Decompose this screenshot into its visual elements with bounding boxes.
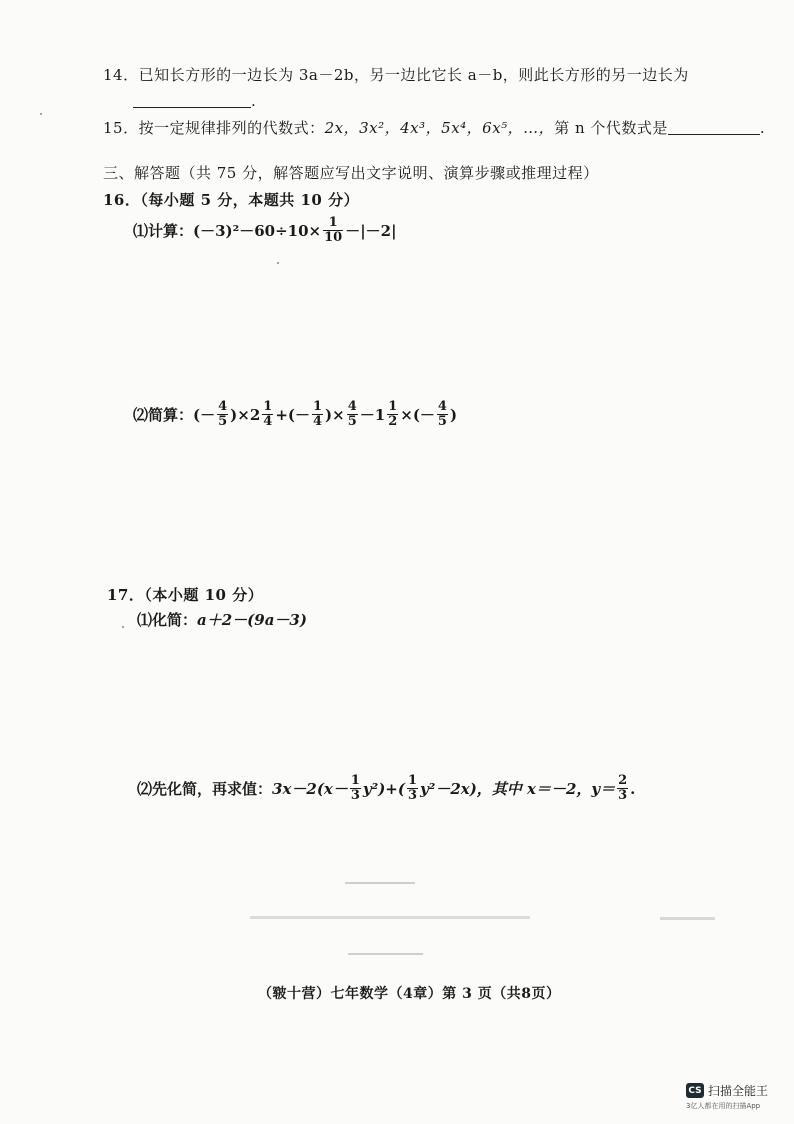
- scan-speck: [122, 626, 124, 628]
- numerator: 1: [313, 399, 323, 414]
- part-label: ⑵先化简，再求值：: [137, 780, 273, 798]
- numerator: 1: [350, 773, 360, 788]
- expression: )×: [325, 405, 345, 424]
- numerator: 4: [218, 399, 228, 414]
- question-text: 已知长方形的一边长为 3a－2b，另一边比它长 a－b，则此长方形的另一边长为: [138, 66, 689, 84]
- expression: ): [449, 405, 458, 424]
- part-label: ⑵简算：: [133, 406, 194, 424]
- fraction: [387, 400, 398, 429]
- expression: －|－2|: [345, 222, 397, 240]
- q16-part1: [133, 216, 397, 245]
- denominator: 4: [263, 414, 273, 429]
- numerator: 1: [388, 399, 398, 414]
- q17-part2: [137, 774, 635, 803]
- sequence-expression: 2x，3x²，4x³，5x⁴，6x⁵，…，: [324, 119, 555, 137]
- denominator: 3: [618, 788, 628, 803]
- expression: y²－2x)，其中 x＝－2，y＝: [420, 780, 616, 798]
- question-15: [103, 117, 765, 138]
- scanner-tagline: 3亿人都在用的扫描App: [686, 1102, 761, 1110]
- numerator: 1: [263, 399, 273, 414]
- fraction: [617, 774, 628, 803]
- q17-part1: [137, 609, 307, 630]
- q16-part2: [133, 400, 457, 429]
- sentence-end: .: [251, 92, 257, 110]
- denominator: 3: [407, 788, 418, 803]
- expression: +(－: [275, 406, 310, 424]
- fraction: [312, 400, 323, 429]
- part-label: ⑴计算：: [133, 222, 194, 240]
- part-label: ⑴化简：: [137, 611, 198, 629]
- denominator: 10: [324, 230, 343, 245]
- section-heading: 三、解答题（共 75 分，解答题应写出文字说明、演算步骤或推理过程）: [103, 164, 599, 182]
- answer-blank: [668, 134, 760, 135]
- expression: －1: [359, 406, 386, 424]
- numerator: 4: [347, 399, 357, 414]
- scanner-app-name: 扫描全能王: [708, 1084, 769, 1098]
- scan-artifact: [348, 953, 423, 955]
- denominator: 5: [218, 414, 228, 429]
- denominator: 5: [437, 414, 447, 429]
- fraction: [323, 216, 343, 245]
- fraction: [350, 774, 361, 803]
- expression: a＋2－(9a－3): [197, 611, 307, 629]
- answer-line-14: [133, 92, 256, 110]
- fraction: [262, 400, 273, 429]
- numerator: 4: [437, 399, 447, 414]
- question-suffix: 第 n 个代数式是: [554, 119, 668, 137]
- scan-speck: [277, 262, 279, 264]
- numerator: 1: [328, 215, 338, 230]
- denominator: 4: [313, 414, 323, 429]
- answer-blank: [133, 107, 251, 108]
- question-number: 14．: [103, 66, 139, 84]
- expression: ×(－: [400, 406, 435, 424]
- numerator: 2: [618, 773, 628, 788]
- fraction: [437, 400, 448, 429]
- expression: (－: [193, 406, 216, 424]
- fraction: [347, 400, 358, 429]
- denominator: 5: [347, 414, 357, 429]
- scan-artifact: [345, 882, 415, 884]
- question-16-header: 16．（每小题 5 分，本题共 10 分）: [103, 191, 360, 209]
- question-14: [103, 64, 689, 85]
- expression: (－3)²－60÷10×: [193, 222, 322, 240]
- numerator: 1: [407, 773, 418, 788]
- denominator: 3: [350, 788, 360, 803]
- scan-artifact: [660, 917, 715, 920]
- question-number: 15．: [103, 119, 139, 137]
- question-17-header: 17．（本小题 10 分）: [107, 586, 264, 604]
- scan-artifact: [250, 916, 530, 919]
- fraction: [217, 400, 228, 429]
- question-prefix: 按一定规律排列的代数式：: [138, 119, 325, 137]
- denominator: 2: [388, 414, 398, 429]
- fraction: [407, 774, 418, 803]
- expression: )×2: [230, 405, 261, 424]
- scanner-logo-icon: CS: [686, 1083, 704, 1098]
- scanner-watermark: [686, 1082, 768, 1099]
- expression: 3x－2(x－: [272, 780, 348, 798]
- expression: y²)+(: [362, 779, 405, 798]
- expression: .: [630, 779, 636, 798]
- page-footer: （皲十营）七年数学（4章）第 3 页（共8页）: [258, 986, 561, 1002]
- sentence-end: .: [759, 119, 766, 137]
- scan-speck: [40, 113, 42, 115]
